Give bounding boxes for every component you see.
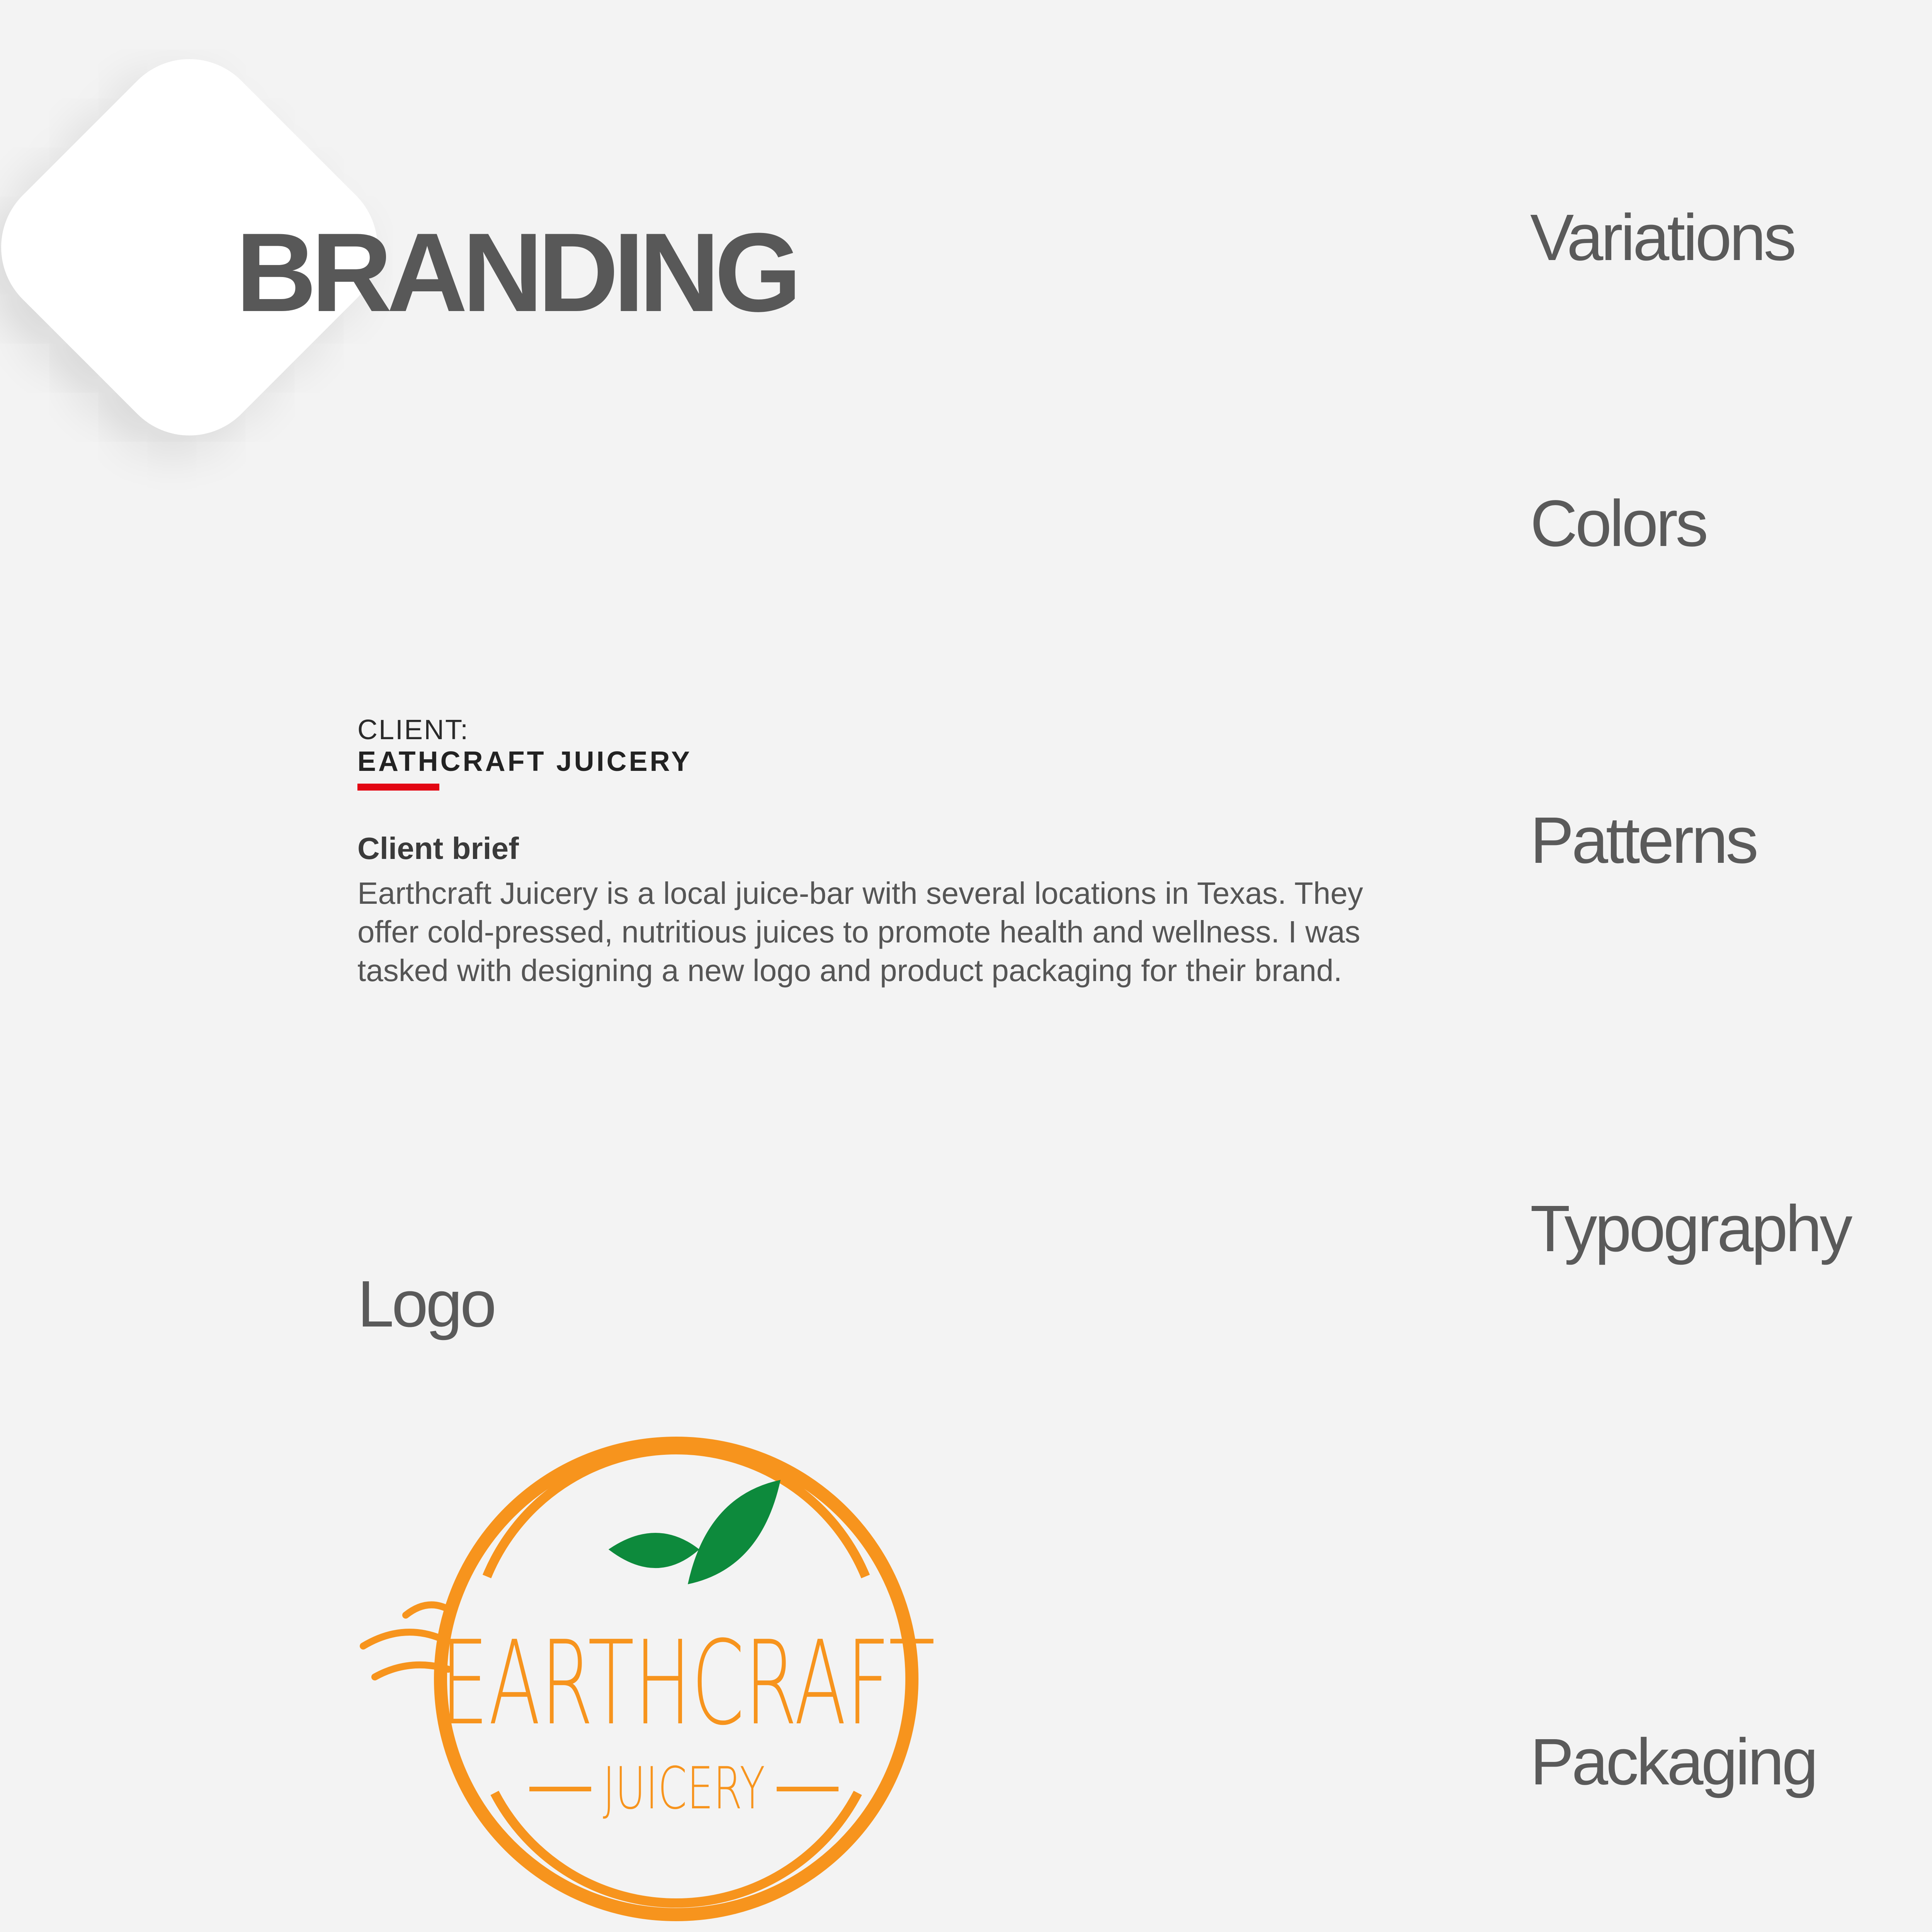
client-name: EATHCRAFT JUICERY [357, 746, 692, 777]
brief-heading: Client brief [357, 831, 519, 866]
patterns-heading: Patterns [1530, 804, 1757, 877]
logo-wordmark: EARTHCRAFT [440, 1616, 935, 1751]
brief-text: Earthcraft Juicery is a local juice-bar with several locations in Texas. They offer cold-pressed, nutritious juices to promote health and wellness. I was tasked with designing a new logo and product packaging for their brand. [357, 876, 1363, 988]
splash-icon [363, 1605, 448, 1677]
leaf-icon [611, 1480, 781, 1584]
typography-heading: Typography [1530, 1192, 1850, 1265]
main-logo [348, 1422, 1005, 1932]
packaging-heading: Packaging [1530, 1725, 1816, 1799]
variations-heading: Variations [1530, 201, 1794, 274]
page-title: BRANDING [236, 210, 796, 335]
colors-heading: Colors [1530, 487, 1706, 560]
logo-heading: Logo [357, 1267, 495, 1341]
client-label: CLIENT: [357, 714, 469, 745]
client-underline [357, 784, 439, 791]
logo-subtitle: JUICERY [603, 1755, 765, 1822]
